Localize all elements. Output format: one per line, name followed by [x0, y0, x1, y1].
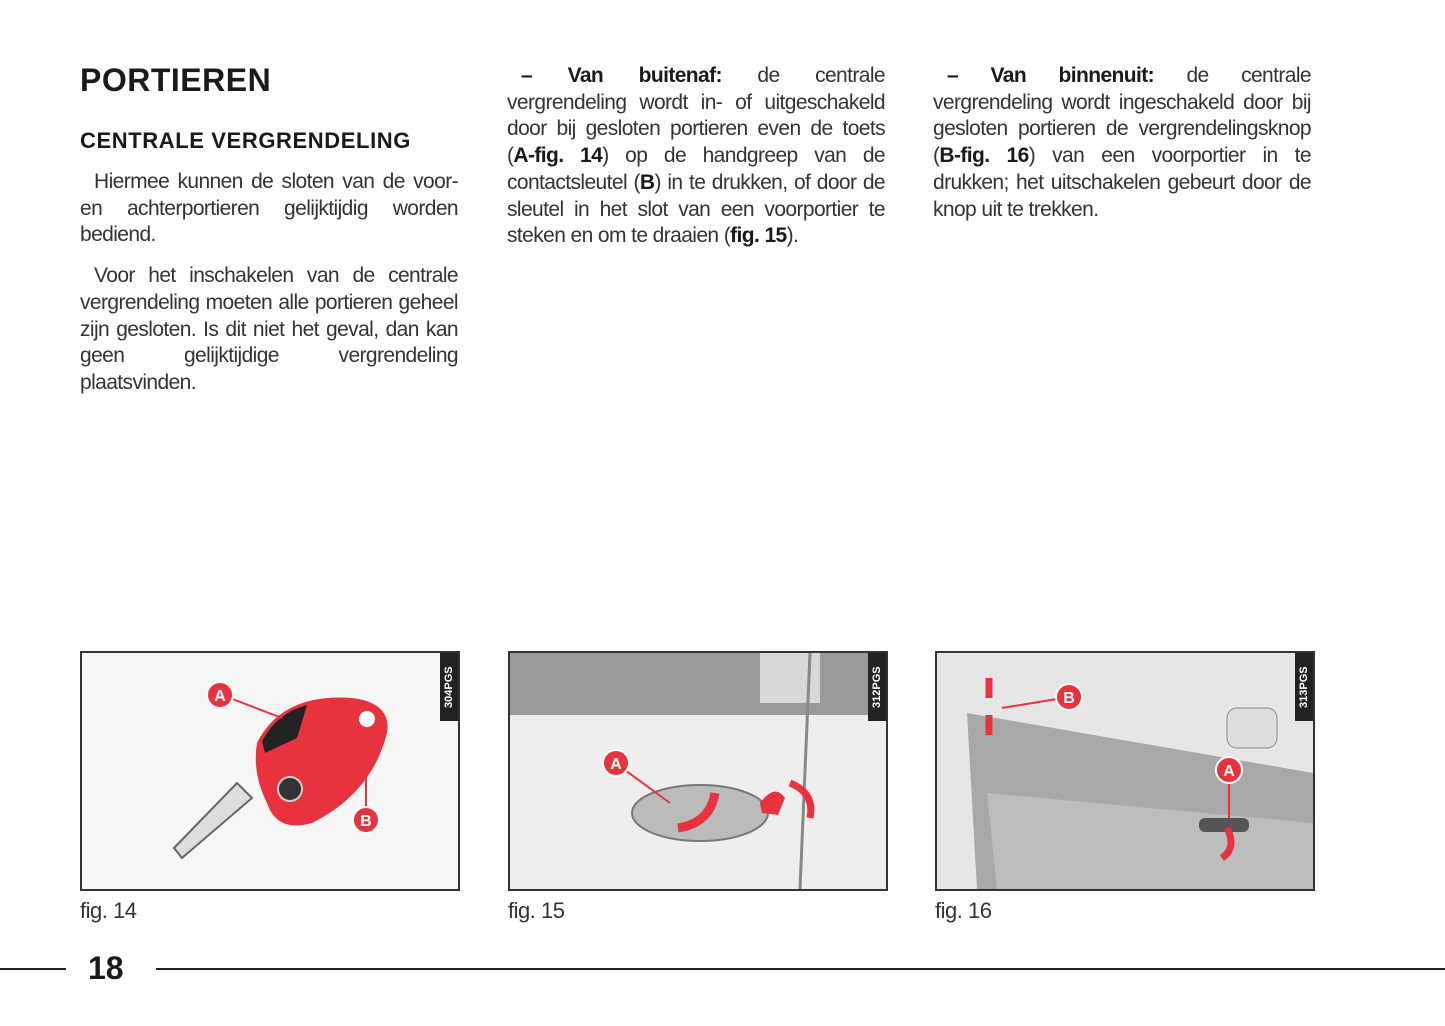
text: ). [786, 224, 799, 248]
label-b: B [360, 813, 372, 830]
key-illustration [82, 653, 458, 889]
text: ) van een voorportier in te drukken; het uitschakelen gebeurt door de knop uit te trekken. [933, 144, 1311, 221]
section-title: CENTRALE VERGRENDELING [80, 128, 411, 153]
paragraph [933, 63, 1311, 223]
page-title: PORTIEREN [80, 62, 272, 98]
footer-rule-right [156, 968, 1445, 970]
ref: A-fig. 14 [513, 144, 603, 168]
door-handle-illustration [510, 653, 886, 889]
ref: fig. 15 [730, 224, 787, 248]
ref: B [639, 170, 655, 194]
footer-rule-left [0, 968, 66, 970]
figure-code: 313PGS [1295, 653, 1313, 721]
figure-door-handle [508, 651, 888, 891]
text: de centrale vergrendeling wordt in- of uitgeschakeld door bij gesloten portieren even de toets ( [507, 64, 885, 168]
figure-key [80, 651, 460, 891]
column-3 [933, 63, 1311, 237]
label-b: B [1063, 690, 1075, 707]
text: ) in te drukken, of door de sleutel in het slot van een voorportier te steken en om te draaien ( [507, 170, 886, 248]
figure-door-interior [935, 651, 1315, 891]
column-2 [507, 63, 885, 264]
paragraph [507, 63, 885, 250]
paragraph: Voor het inschakelen van de centrale vergrendeling moeten alle portieren geheel zijn gesloten. Is dit niet het geval, dan kan geen gelijktijdige vergrendeling plaatsvinden. [80, 264, 458, 394]
paragraph: Hiermee kunnen de sloten van de voor- en achterportieren gelijktijdig worden bediend. [80, 170, 458, 247]
text: ) op de handgreep van de contactsleutel ( [507, 144, 885, 194]
page-number: 18 [88, 950, 124, 986]
figure-code: 312PGS [868, 653, 886, 721]
label-a: A [1223, 763, 1235, 780]
figure-code: 304PGS [440, 653, 458, 721]
door-interior-illustration [937, 653, 1313, 889]
figure-caption: fig. 14 [80, 898, 137, 923]
figure-caption: fig. 15 [508, 898, 565, 923]
lead: – Van binnenuit: [947, 64, 1155, 87]
text: de centrale vergrendeling wordt ingeschakeld door bij gesloten portieren de vergrendelingsknop ( [933, 64, 1311, 168]
label-a: A [610, 756, 622, 773]
label-a: A [214, 688, 226, 705]
ref: B-fig. 16 [939, 144, 1029, 168]
lead: – Van buitenaf: [521, 64, 722, 87]
column-1 [80, 169, 458, 411]
figure-caption: fig. 16 [935, 898, 992, 923]
